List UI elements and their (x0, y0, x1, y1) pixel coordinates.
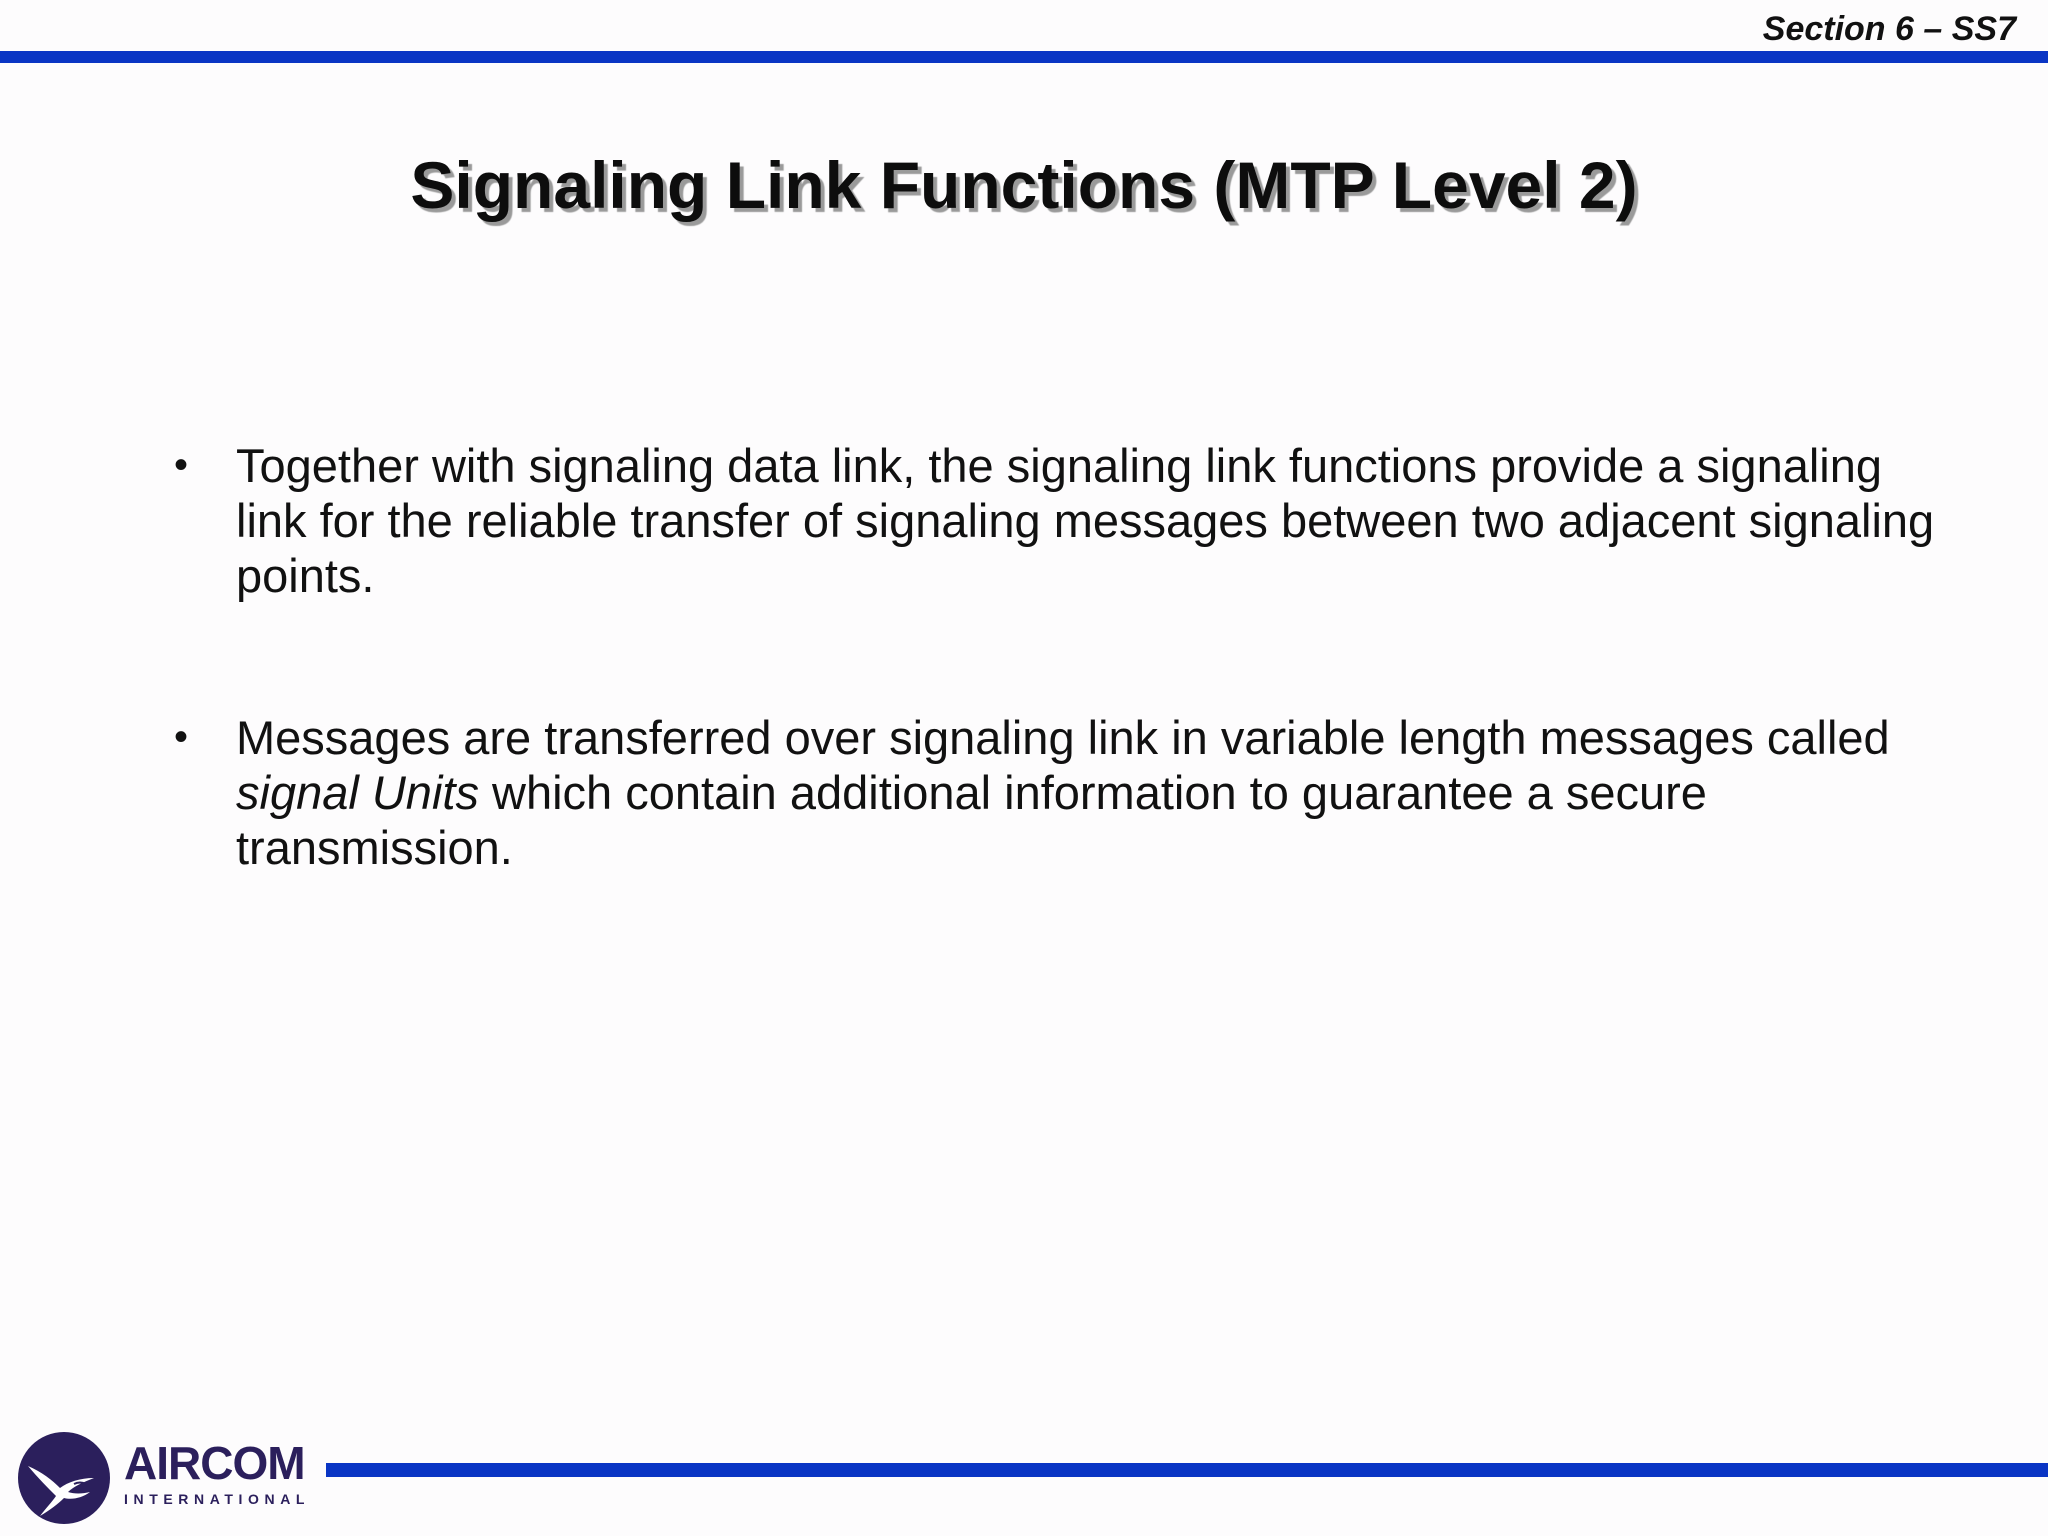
bullet-text-continued: which contain additional information to guarantee a secure transmission. (236, 766, 1707, 874)
header-rule (0, 51, 2048, 63)
bullet-item (174, 710, 1956, 875)
slide-title: Signaling Link Functions (MTP Level 2) (410, 148, 1638, 222)
bullet-marker: • (174, 443, 189, 487)
bullet-text: Together with signaling data link, the signaling link functions provide a signaling link for the reliable transfer of signaling messages between two adjacent signaling points. (236, 439, 1935, 602)
company-logo (18, 1432, 318, 1524)
bird-in-circle-icon (18, 1432, 110, 1524)
logo-subtitle: INTERNATIONAL (124, 1491, 311, 1507)
section-label: Section 6 – SS7 (1762, 10, 2016, 48)
bullet-text: Messages are transferred over signaling link in variable length messages called (236, 711, 1890, 764)
bullet-emphasis: signal Units (236, 766, 479, 819)
bullet-list (174, 438, 1956, 875)
bullet-item (174, 438, 1956, 603)
logo-wordmark: AIRCOM (124, 1437, 305, 1489)
bullet-marker: • (174, 715, 189, 759)
footer-rule (326, 1463, 2048, 1477)
